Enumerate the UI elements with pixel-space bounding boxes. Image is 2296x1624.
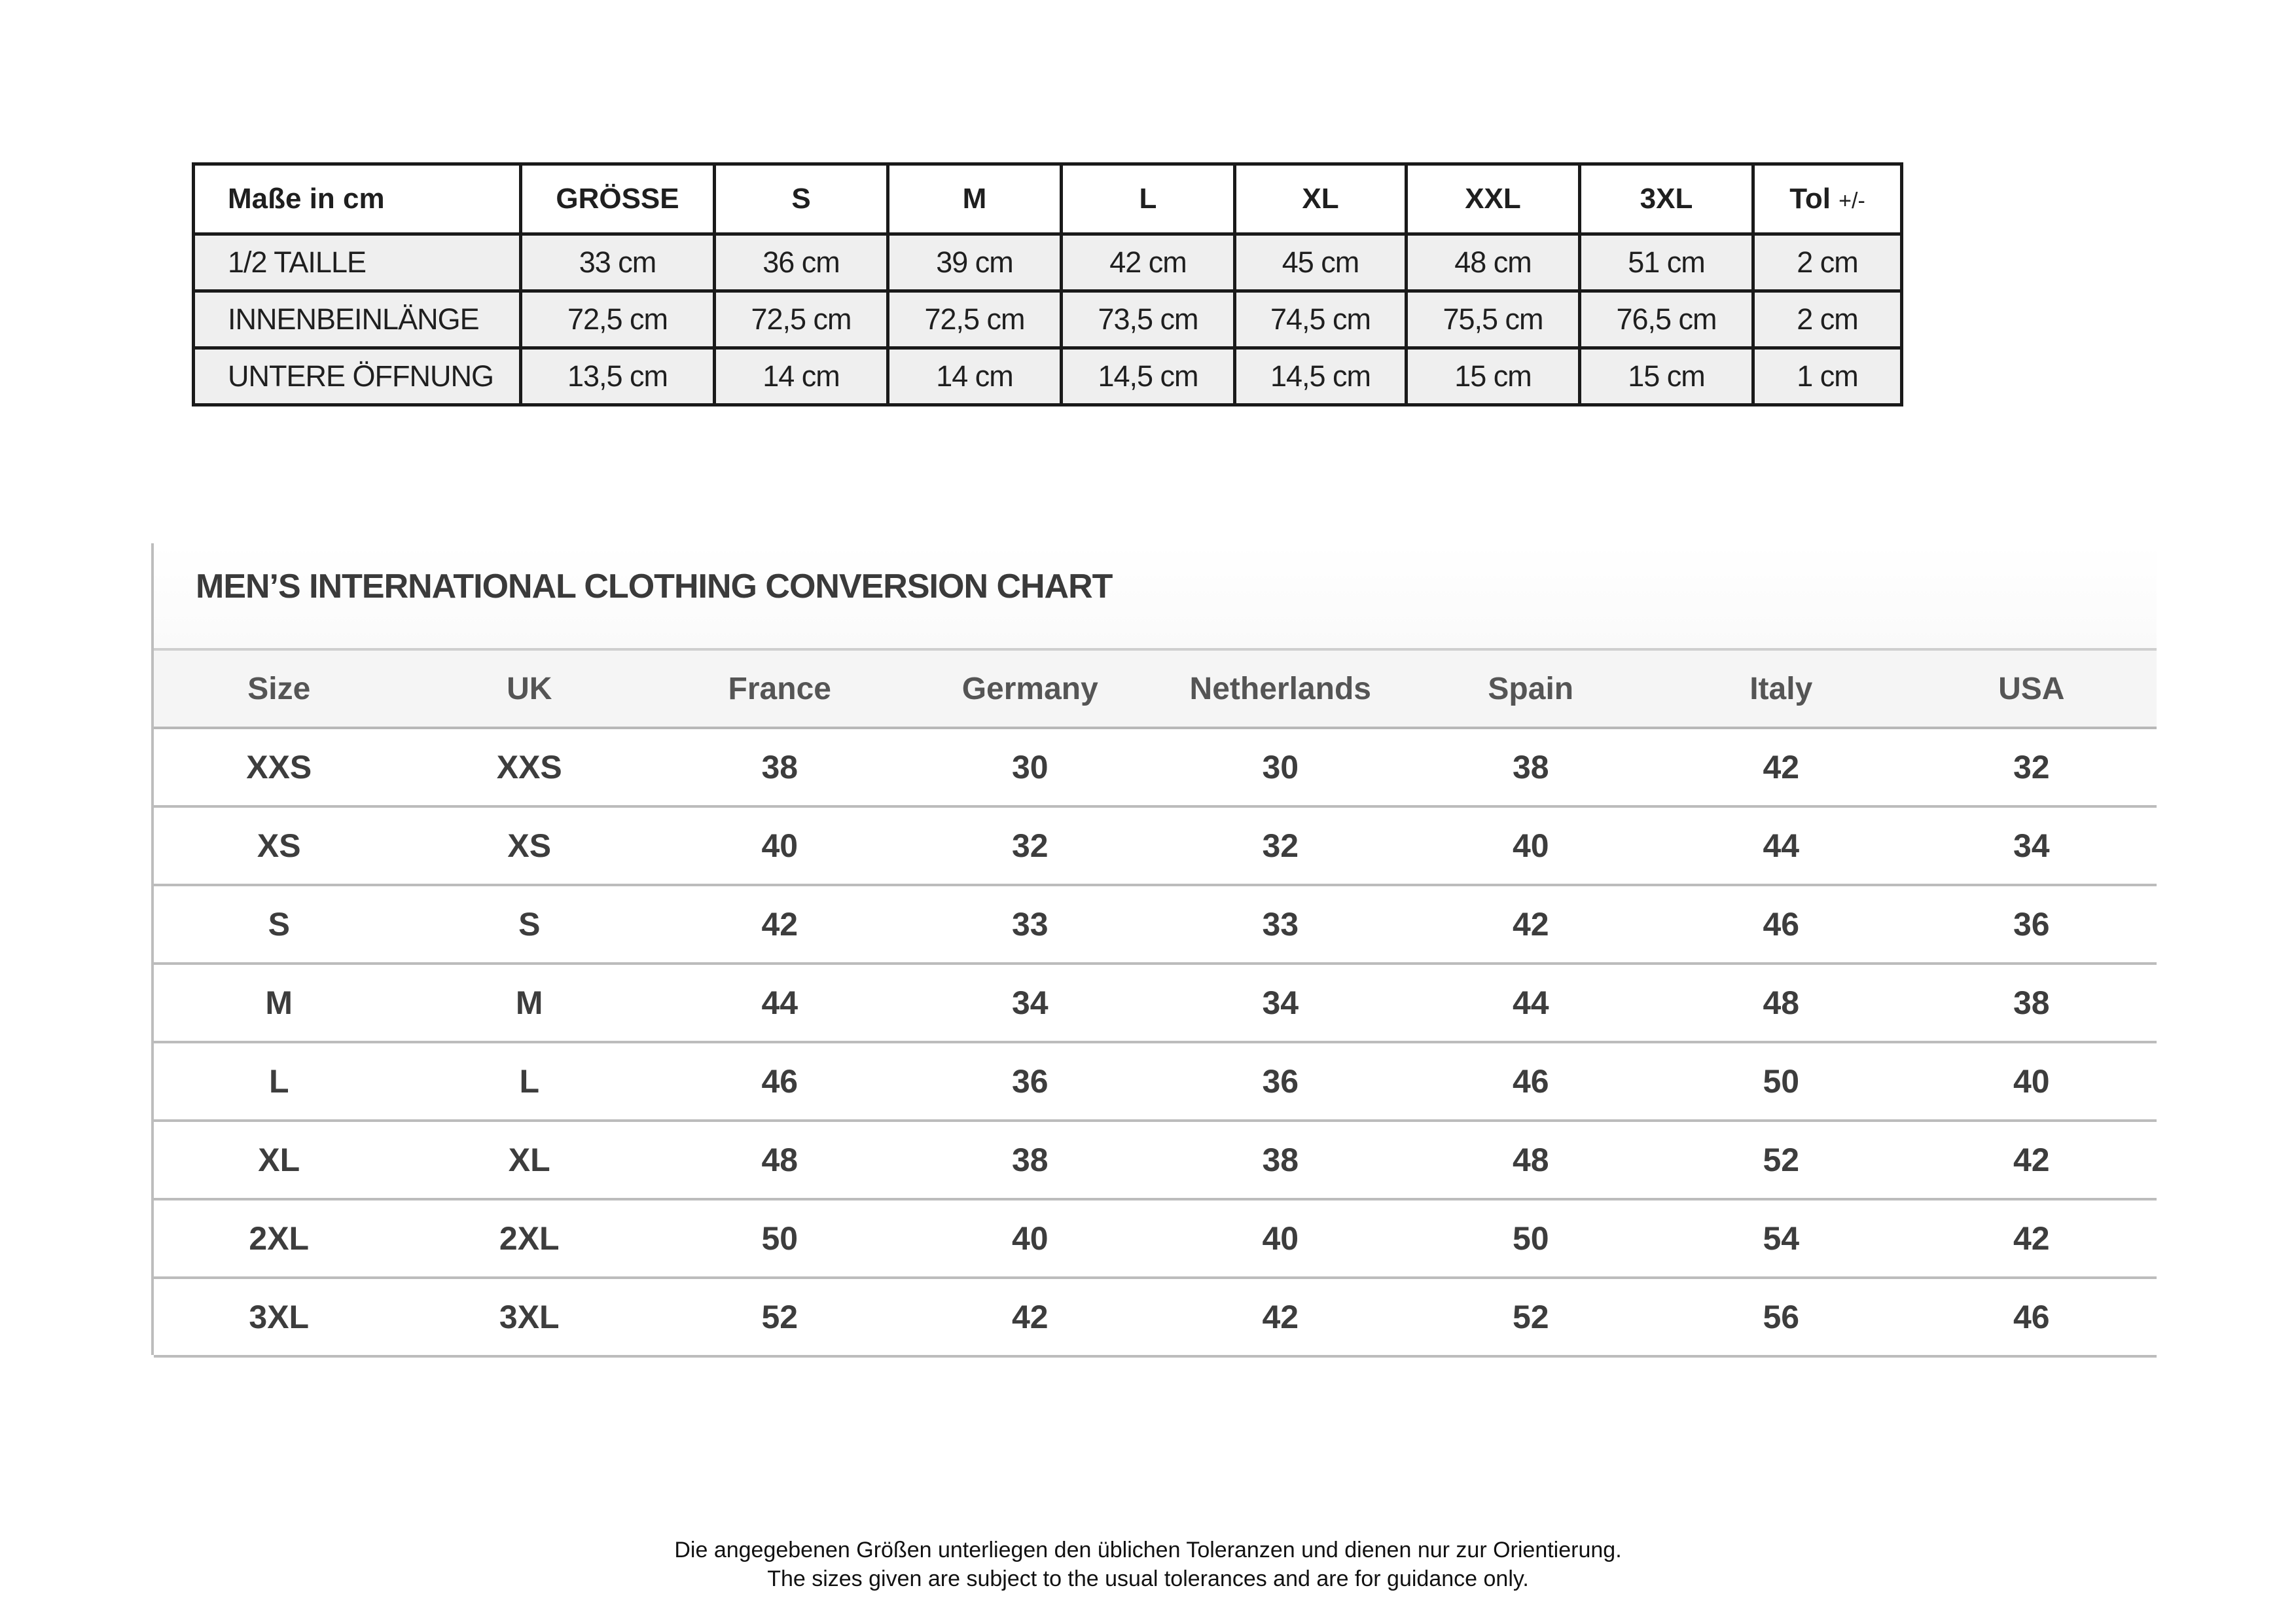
measurement-cell: 73,5 cm <box>1062 291 1235 348</box>
conversion-cell: 38 <box>1406 728 1657 806</box>
header-cell-l: L <box>1062 164 1235 234</box>
conversion-cell: 50 <box>1656 1042 1907 1121</box>
tolerance-suffix: +/- <box>1839 189 1865 213</box>
conversion-cell: 32 <box>1907 728 2157 806</box>
measurement-cell: 36 cm <box>715 234 888 291</box>
conversion-header-usa: USA <box>1907 651 2157 728</box>
conversion-cell: 48 <box>655 1121 905 1199</box>
conversion-cell: XL <box>404 1121 655 1199</box>
conversion-cell: 48 <box>1656 964 1907 1042</box>
conversion-cell: 52 <box>655 1278 905 1356</box>
conversion-header-row <box>154 651 2157 728</box>
header-cell-3xl: 3XL <box>1580 164 1753 234</box>
conversion-cell: 34 <box>1907 806 2157 885</box>
measurement-row <box>194 291 1902 348</box>
header-cell-size: GRÖSSE <box>521 164 715 234</box>
conversion-cell: 40 <box>905 1199 1156 1278</box>
conversion-cell: 34 <box>1155 964 1406 1042</box>
conversion-cell: 36 <box>1155 1042 1406 1121</box>
conversion-cell: 32 <box>1155 806 1406 885</box>
measurement-header-row <box>194 164 1902 234</box>
conversion-cell: 38 <box>1907 964 2157 1042</box>
conversion-cell: 42 <box>1656 728 1907 806</box>
measurement-cell: 76,5 cm <box>1580 291 1753 348</box>
conversion-cell: XXS <box>404 728 655 806</box>
conversion-header-spain: Spain <box>1406 651 1657 728</box>
conversion-cell: 30 <box>1155 728 1406 806</box>
measurement-row <box>194 234 1902 291</box>
measurement-cell: 13,5 cm <box>521 348 715 405</box>
conversion-cell: 50 <box>1406 1199 1657 1278</box>
measurement-row-label: INNENBEINLÄNGE <box>194 291 521 348</box>
conversion-cell: 40 <box>1155 1199 1406 1278</box>
conversion-cell: 42 <box>655 885 905 964</box>
measurement-cell: 14,5 cm <box>1235 348 1407 405</box>
conversion-row <box>154 806 2157 885</box>
conversion-cell: 44 <box>1656 806 1907 885</box>
conversion-cell: 36 <box>905 1042 1156 1121</box>
conversion-cell: 46 <box>1907 1278 2157 1356</box>
measurement-row-label: 1/2 TAILLE <box>194 234 521 291</box>
conversion-cell: 38 <box>1155 1121 1406 1199</box>
conversion-cell: 40 <box>1406 806 1657 885</box>
conversion-cell: XL <box>154 1121 404 1199</box>
conversion-cell: L <box>404 1042 655 1121</box>
conversion-cell: S <box>154 885 404 964</box>
conversion-cell: 42 <box>1907 1121 2157 1199</box>
conversion-cell: 33 <box>905 885 1156 964</box>
conversion-cell: XXS <box>154 728 404 806</box>
conversion-cell: 52 <box>1406 1278 1657 1356</box>
measurement-cell: 48 cm <box>1407 234 1580 291</box>
measurement-cell: 14 cm <box>715 348 888 405</box>
conversion-chart <box>151 543 2157 1355</box>
measurement-cell: 72,5 cm <box>715 291 888 348</box>
conversion-row <box>154 1121 2157 1199</box>
measurement-row-label: UNTERE ÖFFNUNG <box>194 348 521 405</box>
measurement-cell: 14,5 cm <box>1062 348 1235 405</box>
measurement-cell: 72,5 cm <box>521 291 715 348</box>
conversion-cell: 46 <box>1656 885 1907 964</box>
measurement-cell: 75,5 cm <box>1407 291 1580 348</box>
conversion-header-italy: Italy <box>1656 651 1907 728</box>
footnote <box>0 1536 2296 1593</box>
conversion-cell: 48 <box>1406 1121 1657 1199</box>
conversion-cell: 42 <box>1155 1278 1406 1356</box>
measurement-cell: 45 cm <box>1235 234 1407 291</box>
conversion-header-uk: UK <box>404 651 655 728</box>
measurement-table <box>192 162 1903 406</box>
conversion-row <box>154 1042 2157 1121</box>
tolerance-label: Tol <box>1789 183 1831 215</box>
conversion-cell: 36 <box>1907 885 2157 964</box>
header-cell-unit: Maße in cm <box>194 164 521 234</box>
conversion-cell: 44 <box>1406 964 1657 1042</box>
measurement-row <box>194 348 1902 405</box>
conversion-header-size: Size <box>154 651 404 728</box>
measurement-cell: 42 cm <box>1062 234 1235 291</box>
conversion-cell: 40 <box>1907 1042 2157 1121</box>
header-cell-tolerance <box>1753 164 1902 234</box>
conversion-cell: 42 <box>1406 885 1657 964</box>
conversion-cell: 54 <box>1656 1199 1907 1278</box>
conversion-cell: 38 <box>655 728 905 806</box>
conversion-header-netherlands: Netherlands <box>1155 651 1406 728</box>
measurement-cell: 51 cm <box>1580 234 1753 291</box>
conversion-cell: M <box>154 964 404 1042</box>
header-cell-xl: XL <box>1235 164 1407 234</box>
conversion-title: MEN’S INTERNATIONAL CLOTHING CONVERSION CHART <box>196 568 1113 605</box>
conversion-cell: 46 <box>1406 1042 1657 1121</box>
conversion-cell: 50 <box>655 1199 905 1278</box>
conversion-cell: L <box>154 1042 404 1121</box>
measurement-cell: 14 cm <box>888 348 1062 405</box>
measurement-cell: 15 cm <box>1407 348 1580 405</box>
measurement-cell: 1 cm <box>1753 348 1902 405</box>
conversion-cell: M <box>404 964 655 1042</box>
conversion-cell: 34 <box>905 964 1156 1042</box>
conversion-cell: 42 <box>905 1278 1156 1356</box>
conversion-cell: 32 <box>905 806 1156 885</box>
conversion-cell: 38 <box>905 1121 1156 1199</box>
conversion-row <box>154 964 2157 1042</box>
measurement-cell: 2 cm <box>1753 234 1902 291</box>
measurement-cell: 33 cm <box>521 234 715 291</box>
measurement-cell: 72,5 cm <box>888 291 1062 348</box>
conversion-cell: XS <box>404 806 655 885</box>
measurement-cell: 39 cm <box>888 234 1062 291</box>
conversion-cell: 2XL <box>404 1199 655 1278</box>
conversion-cell: 52 <box>1656 1121 1907 1199</box>
footnote-german: Die angegebenen Größen unterliegen den üblichen Toleranzen und dienen nur zur Orientierung. <box>674 1538 1622 1562</box>
conversion-header-france: France <box>655 651 905 728</box>
measurement-cell: 15 cm <box>1580 348 1753 405</box>
conversion-row <box>154 1199 2157 1278</box>
conversion-cell: 3XL <box>154 1278 404 1356</box>
conversion-row <box>154 1278 2157 1356</box>
measurement-cell: 74,5 cm <box>1235 291 1407 348</box>
conversion-cell: XS <box>154 806 404 885</box>
conversion-cell: 40 <box>655 806 905 885</box>
conversion-header-germany: Germany <box>905 651 1156 728</box>
conversion-cell: S <box>404 885 655 964</box>
conversion-row <box>154 885 2157 964</box>
measurement-cell: 2 cm <box>1753 291 1902 348</box>
conversion-cell: 33 <box>1155 885 1406 964</box>
conversion-cell: 3XL <box>404 1278 655 1356</box>
conversion-cell: 46 <box>655 1042 905 1121</box>
conversion-title-bar <box>154 543 2157 651</box>
conversion-row <box>154 728 2157 806</box>
conversion-table <box>154 651 2157 1358</box>
conversion-cell: 44 <box>655 964 905 1042</box>
header-cell-s: S <box>715 164 888 234</box>
conversion-cell: 2XL <box>154 1199 404 1278</box>
header-cell-m: M <box>888 164 1062 234</box>
conversion-cell: 56 <box>1656 1278 1907 1356</box>
conversion-cell: 42 <box>1907 1199 2157 1278</box>
footnote-english: The sizes given are subject to the usual tolerances and are for guidance only. <box>767 1566 1529 1591</box>
header-cell-xxl: XXL <box>1407 164 1580 234</box>
conversion-cell: 30 <box>905 728 1156 806</box>
